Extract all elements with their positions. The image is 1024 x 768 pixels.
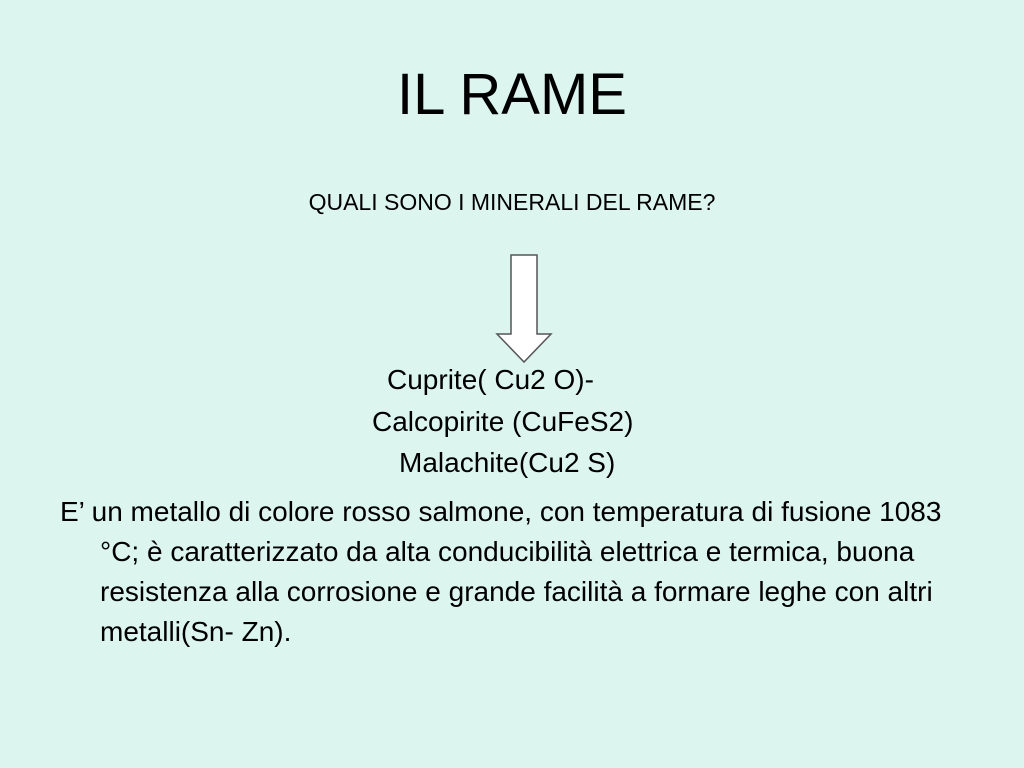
mineral-calcopirite: Calcopirite (CuFeS2): [372, 406, 634, 437]
mineral-cuprite: Cuprite( Cu2 O)-: [387, 364, 594, 395]
description-text: E’ un metallo di colore rosso salmone, con temperatura di fusione 1083 °C; è caratterizzato da alta conducibilità elettrica e termica, buona resistenza alla corrosione e grande facilità a formare leghe con altri metalli(Sn- Zn).: [60, 496, 942, 647]
mineral-malachite: Malachite(Cu2 S): [399, 447, 616, 478]
question-subtitle: QUALI SONO I MINERALI DEL RAME?: [308, 189, 716, 215]
description-block: [60, 492, 960, 652]
slide-title: IL RAME: [397, 62, 627, 127]
down-arrow-icon: [495, 254, 553, 364]
